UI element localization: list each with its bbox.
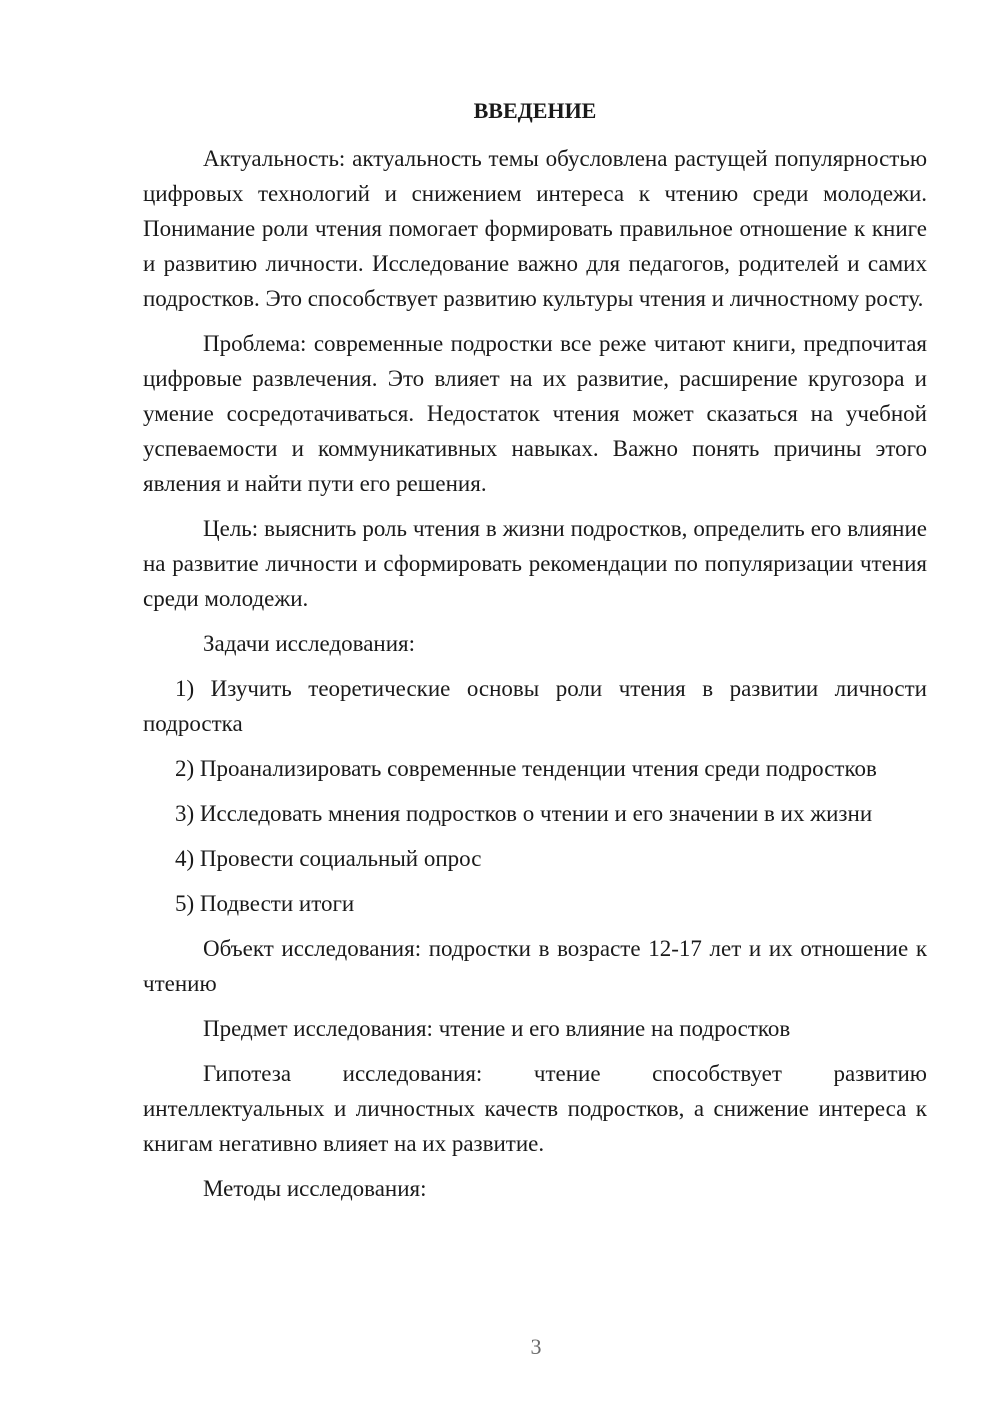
task-item-4: 4) Провести социальный опрос xyxy=(175,846,482,871)
goal-paragraph: Цель: выяснить роль чтения в жизни подростков, определить его влияние на развитие личности и сформировать рекомендации по популяризации чтения среди молодежи. xyxy=(143,516,927,611)
page-number: 3 xyxy=(530,1334,542,1359)
tasks-heading: Задачи исследования: xyxy=(203,631,416,656)
methods-heading: Методы исследования: xyxy=(203,1176,427,1201)
section-title: ВВЕДЕНИЕ xyxy=(473,98,597,123)
task-item-1: 1) Изучить теоретические основы роли чтения в развитии личности подростка xyxy=(143,676,927,736)
object-paragraph: Объект исследования: подростки в возрасте 12-17 лет и их отношение к чтению xyxy=(143,936,927,996)
page-content xyxy=(143,94,927,1216)
hypothesis-paragraph: Гипотеза исследования: чтение способствует развитию интеллектуальных и личностных качеств подростков, а снижение интереса к книгам негативно влияет на их развитие. xyxy=(143,1061,927,1156)
relevance-paragraph: Актуальность: актуальность темы обусловлена растущей популярностью цифровых технологий и снижением интереса к чтению среди молодежи. Понимание роли чтения помогает формировать правильное отношение к книге и развитию личности. Исследование важно для педагогов, родителей и самих подростков. Это способствует развитию культуры чтения и личностному росту. xyxy=(143,146,927,311)
task-item-5: 5) Подвести итоги xyxy=(175,891,355,916)
problem-paragraph: Проблема: современные подростки все реже читают книги, предпочитая цифровые развлечения. Это влияет на их развитие, расширение кругозора и умение сосредотачиваться. Недостаток чтения может сказаться на учебной успеваемости и коммуникативных навыках. Важно понять причины этого явления и найти пути его решения. xyxy=(143,331,927,496)
subject-paragraph: Предмет исследования: чтение и его влияние на подростков xyxy=(203,1016,791,1041)
task-item-2: 2) Проанализировать современные тенденции чтения среди подростков xyxy=(175,756,877,781)
task-item-3: 3) Исследовать мнения подростков о чтении и его значении в их жизни xyxy=(175,801,873,826)
